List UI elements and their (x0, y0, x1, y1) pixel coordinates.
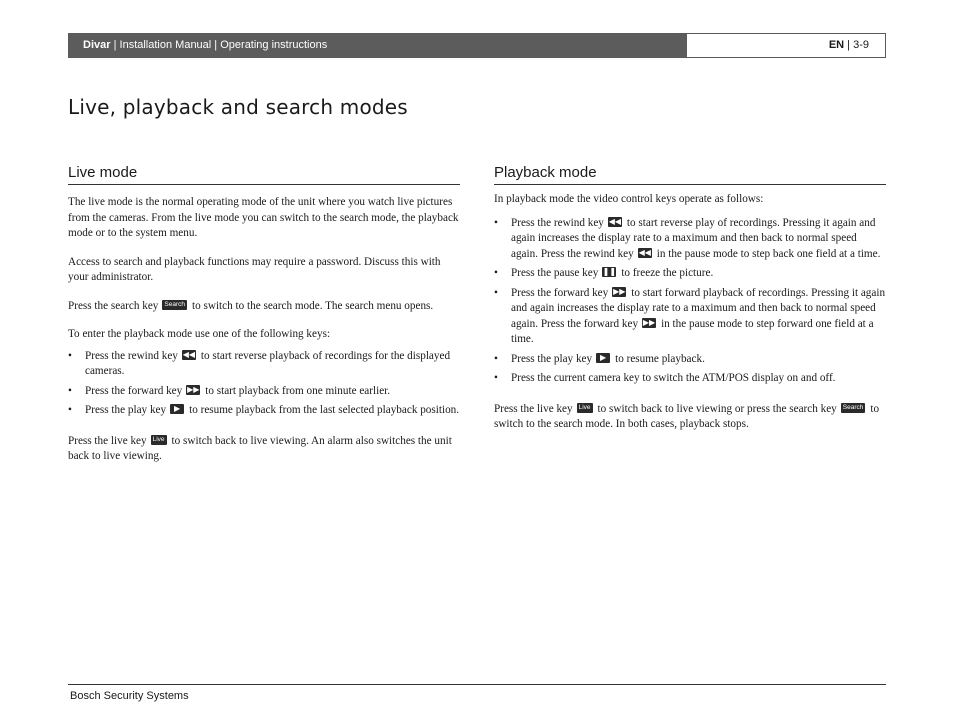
bullet: • (494, 267, 498, 279)
pause-key-icon: ❚❚ (602, 267, 617, 277)
play-key-icon: ▶ (170, 404, 184, 414)
footer-divider (68, 684, 886, 685)
live-mode-heading: Live mode (68, 164, 460, 185)
header-page-info (687, 34, 885, 57)
text-fragment: to resume playback. (615, 352, 705, 365)
bullet: • (494, 286, 498, 299)
list-item (494, 371, 886, 387)
text-fragment: to resume playback from the last selected playback position. (189, 404, 460, 416)
text-fragment: to start reverse play of recordings. Pressing it again and again increases the display rate to a maximum and then back to normal speed again. Press the rewind key (511, 216, 876, 260)
search-key-icon: Search (164, 300, 186, 308)
bullet: • (68, 404, 72, 416)
live-key-icon: Live (578, 403, 591, 411)
text-fragment: to switch back to live viewing. An alarm also switches the unit back to live viewing. (68, 434, 452, 462)
search-key-icon: Search (842, 403, 864, 411)
bullet: • (494, 216, 498, 229)
live-mode-playback-intro: To enter the playback mode use one of the following keys: (68, 328, 331, 340)
live-mode-key-list (68, 349, 460, 419)
live-key-icon: Live (152, 435, 165, 443)
text-fragment: Press the forward key (511, 286, 609, 299)
text-fragment: to switch to the search mode. The search menu opens. (192, 299, 434, 312)
play-key-icon: ▶ (596, 353, 610, 363)
playback-mode-intro: In playback mode the video control keys operate as follows: (494, 193, 764, 205)
list-item (494, 266, 886, 282)
list-item (494, 286, 886, 348)
text-fragment: Press the forward key (85, 384, 183, 397)
page-title: Live, playback and search modes (68, 95, 408, 119)
list-item (494, 216, 886, 263)
list-item (494, 352, 886, 368)
text-fragment: to start reverse playback of recordings for the displayed cameras. (85, 349, 451, 377)
list-item (68, 384, 460, 400)
bullet: • (68, 384, 72, 397)
header-separator: | (844, 39, 854, 51)
text-fragment: Press the pause key (511, 267, 599, 279)
rewind-key-icon: ◀◀ (608, 216, 622, 226)
list-item (68, 349, 460, 380)
live-mode-return-instruction (68, 434, 460, 465)
playback-mode-return-instruction (494, 402, 886, 433)
playback-mode-heading: Playback mode (494, 164, 886, 185)
text-fragment: Press the search key (68, 299, 159, 312)
header-page-number: 3-9 (853, 39, 869, 51)
text-fragment: Press the play key (85, 404, 167, 416)
header-language: EN (828, 39, 845, 51)
forward-key-icon: ▶▶ (642, 317, 656, 327)
footer-company: Bosch Security Systems (70, 690, 189, 702)
text-fragment: in the pause mode to step forward one field at a time. (511, 317, 874, 345)
text-fragment: to switch back to live viewing or press the search key (597, 402, 837, 415)
bullet: • (494, 352, 498, 365)
live-mode-section (68, 164, 460, 465)
text-fragment: to freeze the picture. (621, 267, 714, 279)
text-fragment: to switch to the search mode. In both cases, playback stops. (494, 402, 880, 430)
header-brand: Divar (83, 39, 111, 51)
playback-mode-section (494, 164, 886, 433)
text-fragment: Press the live key (68, 434, 147, 447)
list-item (68, 403, 460, 419)
page-header (68, 33, 886, 58)
text-fragment: Press the play key (511, 352, 593, 365)
text-fragment: in the pause mode to step back one field at a time. (656, 247, 881, 260)
header-manual: Installation Manual (119, 39, 212, 51)
forward-key-icon: ▶▶ (187, 384, 200, 394)
bullet: • (68, 349, 72, 362)
playback-mode-key-list (494, 216, 886, 387)
live-mode-access-note: Access to search and playback functions may require a password. Discuss this with your administrator. (68, 255, 441, 283)
header-section: Operating instructions (220, 39, 328, 51)
header-document-info (69, 34, 687, 57)
header-separator: | (211, 39, 221, 51)
text-fragment: to start forward playback of recordings. Pressing it again and again increases the display rate to a maximum and then back to normal speed again. Press the forward key (511, 286, 886, 330)
live-mode-search-instruction (68, 299, 460, 315)
forward-key-icon: ▶▶ (613, 286, 626, 296)
rewind-key-icon: ◀◀ (182, 349, 196, 359)
text-fragment: to start playback from one minute earlier. (205, 384, 391, 397)
header-separator: | (110, 39, 120, 51)
text-fragment: Press the rewind key (511, 216, 604, 229)
live-mode-intro: The live mode is the normal operating mode of the unit where you watch live pictures from the cameras. From the live mode you can switch to the search mode, the playback mode or to the system menu. (68, 196, 459, 239)
bullet: • (494, 372, 498, 384)
rewind-key-icon: ◀◀ (638, 247, 651, 257)
text-fragment: Press the rewind key (85, 349, 178, 362)
text-fragment: Press the live key (494, 402, 573, 415)
text-fragment: Press the current camera key to switch the ATM/POS display on and off. (511, 372, 836, 384)
